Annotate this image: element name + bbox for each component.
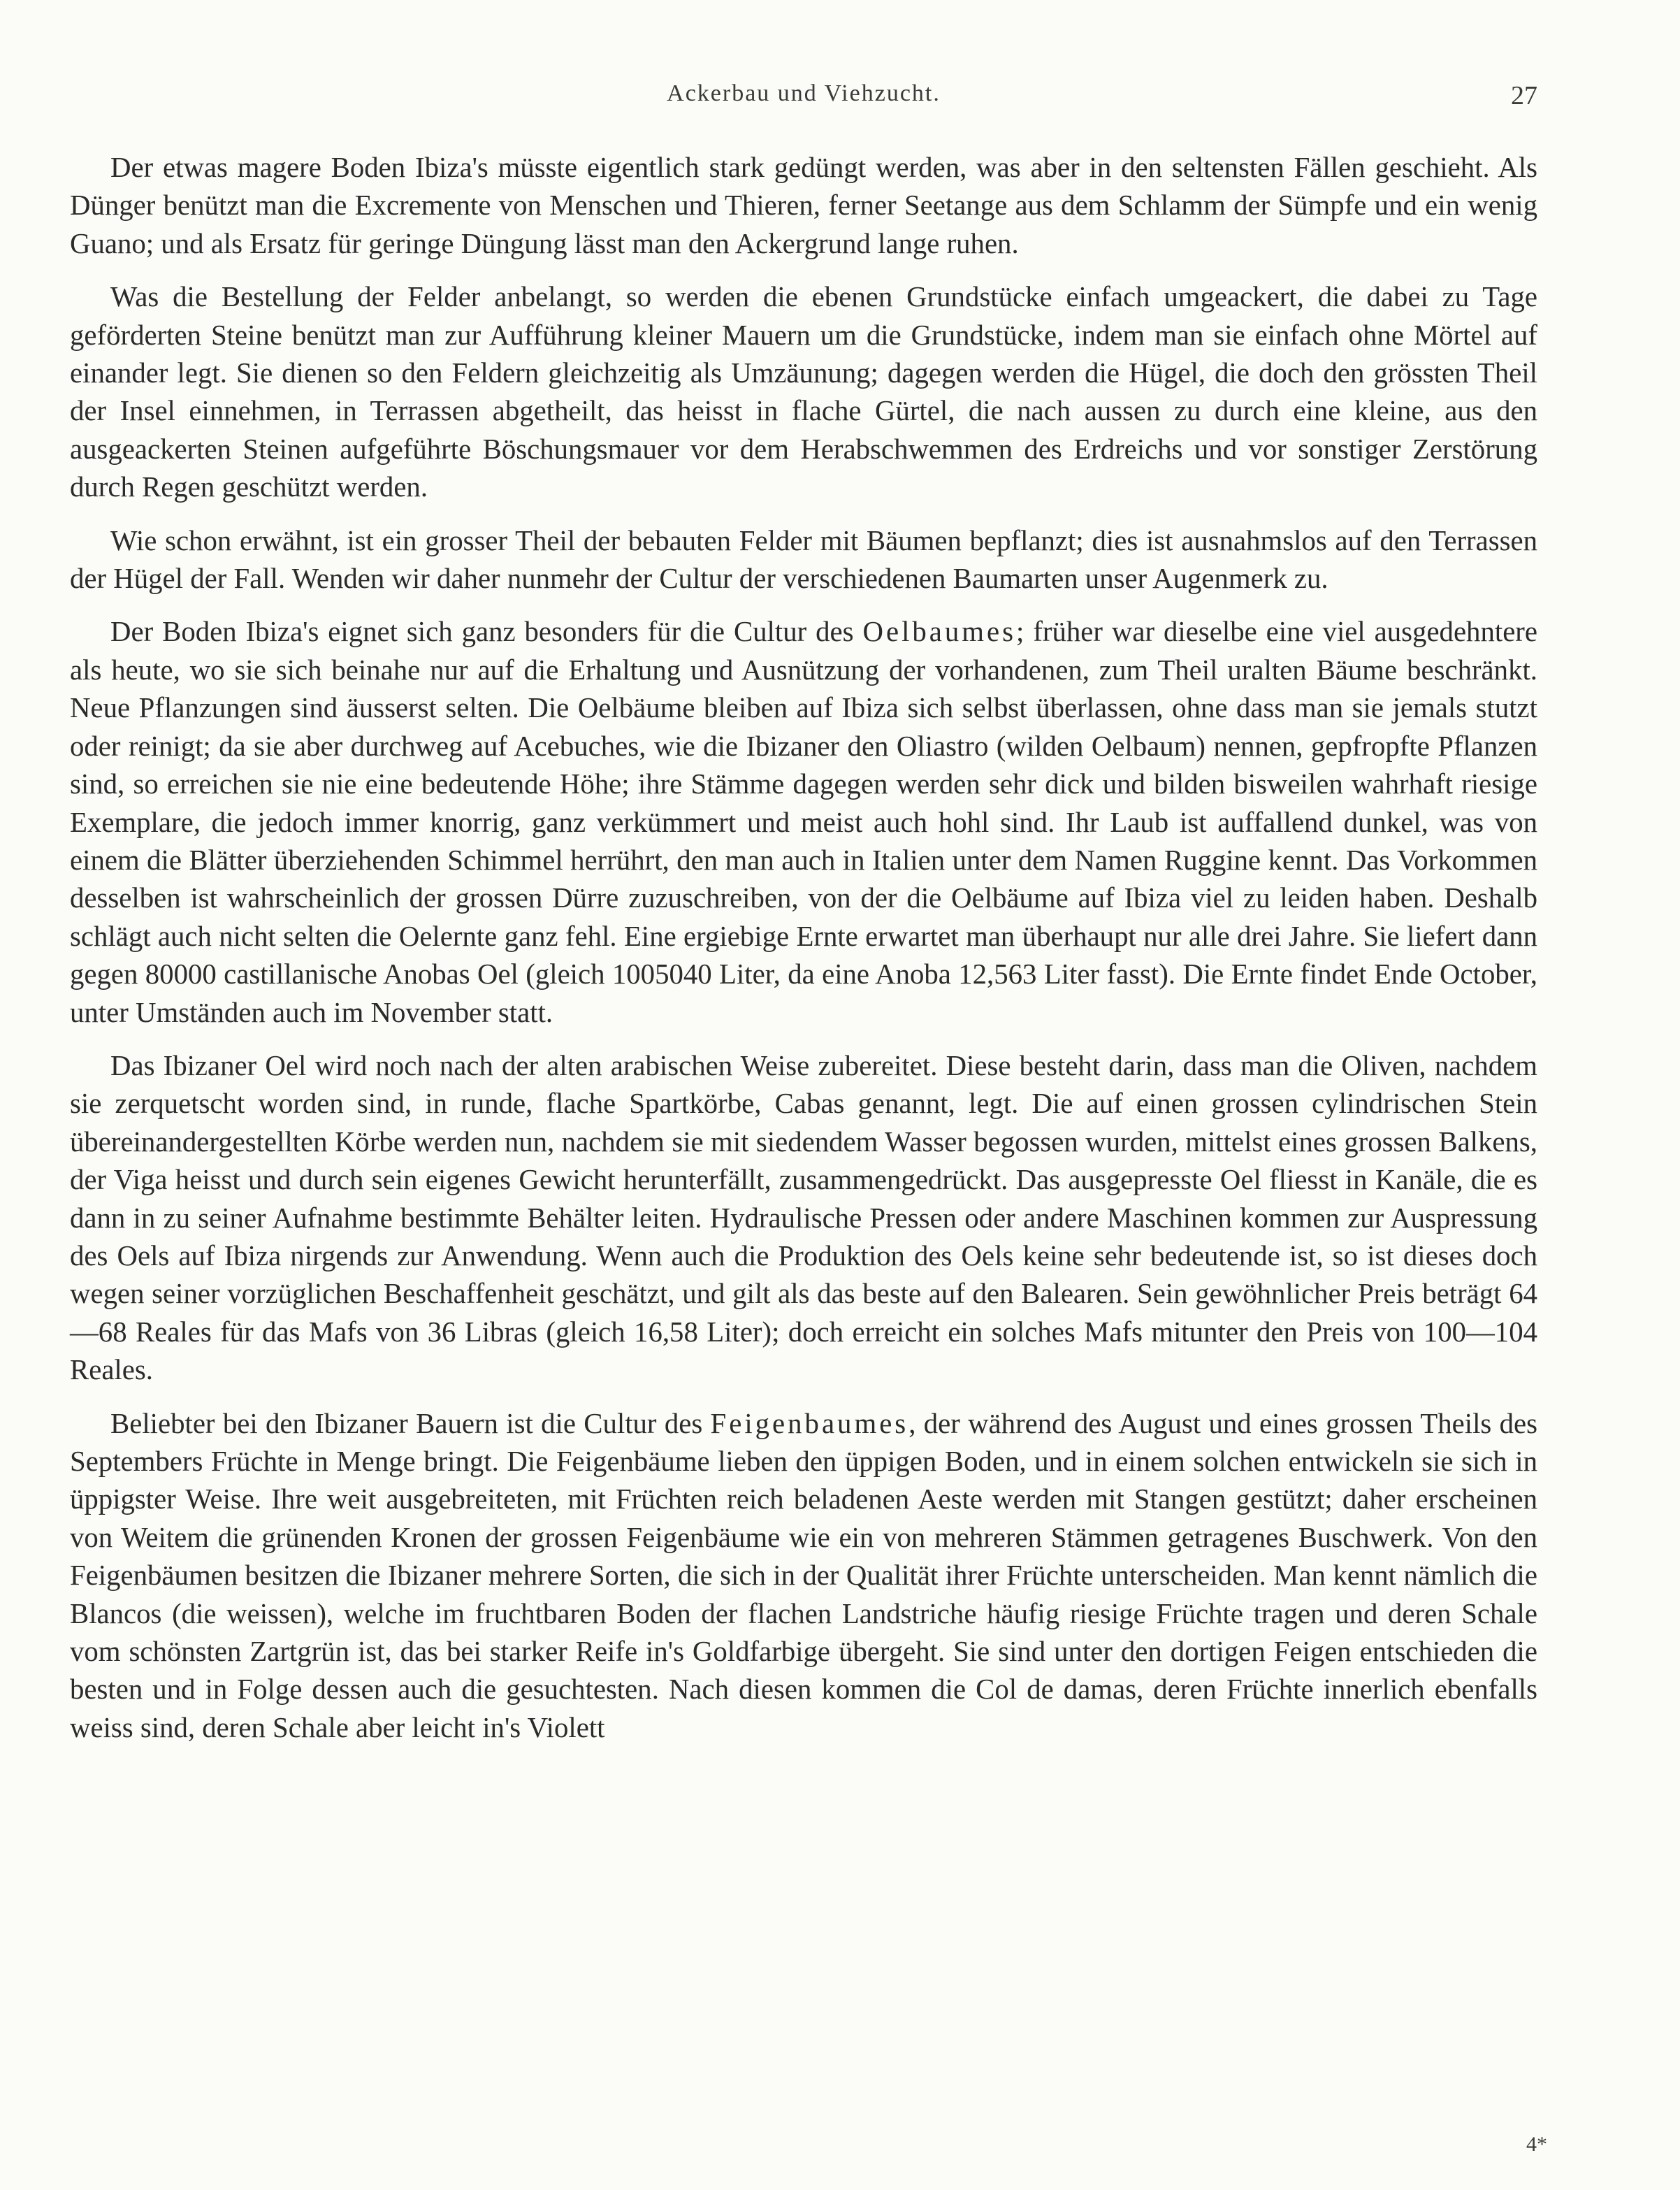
- paragraph-olive-tree-lead: Der Boden Ibiza's eignet sich ganz besonders für die Cultur des: [110, 616, 863, 648]
- running-head: [70, 80, 1537, 122]
- page-number: 27: [1511, 81, 1537, 110]
- book-page: [70, 80, 1537, 2170]
- paragraph-fig-tree-rest: , der während des August und eines grossen Theils des Septembers Früchte in Menge bringt. Die Feigenbäume lieben den üppigen Boden, und in einem solchen entwickeln sie sich in üppigster Weise. Ihre weit ausgebreiteten, mit Früchten reich beladenen Aeste werden mit Stangen gestützt; daher erscheinen von Weitem die grünenden Kronen der grossen Feigenbäume wie ein von mehreren Stämmen getragenes Buschwerk. Von den Feigenbäumen besitzen die Ibizaner mehrere Sorten, die sich in der Qualität ihrer Früchte unterscheiden. Man kennt nämlich die Blancos (die weissen), welche im fruchtbaren Boden der flachen Landstriche häufig riesige Früchte tragen und deren Schale vom schönsten Zartgrün ist, das bei starker Reife in's Goldfarbige übergeht. Sie sind unter den dortigen Feigen entschieden die besten und in Folge dessen auch die gesuchtesten. Nach diesen kommen die Col de damas, deren Früchte innerlich ebenfalls weiss sind, deren Schale aber leicht in's Violett: [70, 1407, 1537, 1743]
- running-title: Ackerbau und Viehzucht.: [667, 80, 941, 106]
- signature-mark: 4*: [1526, 2133, 1547, 2156]
- paragraph-olive-oil: Das Ibizaner Oel wird noch nach der alten arabischen Weise zubereitet. Diese besteht darin, dass man die Oliven, nachdem sie zerquetscht worden sind, in runde, flache Spartkörbe, Cabas genannt, legt. Die auf einen grossen cylindrischen Stein übereinandergestellten Körbe werden nun, nachdem sie mit siedendem Wasser begossen wurden, mittelst eines grossen Balkens, der Viga heisst und durch sein eigenes Gewicht herunterfällt, zusammengedrückt. Das ausgepresste Oel fliesst in Kanäle, die es dann in zu seiner Aufnahme bestimmte Behälter leiten. Hydraulische Pressen oder andere Maschinen kommen zur Auspressung des Oels auf Ibiza nirgends zur Anwendung. Wenn auch die Produktion des Oels keine sehr bedeutende ist, so ist dieses doch wegen seiner vorzüglichen Beschaffenheit geschätzt, und gilt als das beste auf den Balearen. Sein gewöhnlicher Preis beträgt 64—68 Reales für das Mafs von 36 Libras (gleich 16,58 Liter); doch erreicht ein solches Mafs mitunter den Preis von 100—104 Reales.: [70, 1049, 1537, 1386]
- paragraph-olive-tree: [70, 613, 1537, 1031]
- paragraph-fertilization: Der etwas magere Boden Ibiza's müsste eigentlich stark gedüngt werden, was aber in den seltensten Fällen geschieht. Als Dünger benützt man die Excremente von Menschen und Thieren, ferner Seetange aus dem Schlamm der Sümpfe und ein wenig Guano; und als Ersatz für geringe Düngung lässt man den Ackergrund lange ruhen.: [70, 152, 1537, 259]
- paragraph-fig-tree-lead: Beliebter bei den Ibizaner Bauern ist die Cultur des: [110, 1407, 711, 1439]
- term-oelbaumes: Oelbaumes: [862, 616, 1017, 648]
- paragraph-tree-culture-intro: Wie schon erwähnt, ist ein grosser Theil der bebauten Felder mit Bäumen bepflanzt; dies ist ausnahmslos auf den Terrassen der Hügel der Fall. Wenden wir daher nunmehr der Cultur der verschiedenen Baumarten unser Augenmerk zu.: [70, 524, 1537, 595]
- paragraph-field-cultivation: Was die Bestellung der Felder anbelangt, so werden die ebenen Grundstücke einfach umgeackert, die dabei zu Tage geförderten Steine benützt man zur Aufführung kleiner Mauern um die Grundstücke, indem man sie einfach ohne Mörtel auf einander legt. Sie dienen so den Feldern gleichzeitig als Umzäunung; dagegen werden die Hügel, die doch den grössten Theil der Insel einnehmen, in Terrassen abgetheilt, das heisst in flache Gürtel, die nach aussen zu durch eine kleine, aus den ausgeackerten Steinen aufgeführte Böschungsmauer vor dem Herabschwemmen des Erdreichs und vor sonstiger Zerstörung durch Regen geschützt werden.: [70, 281, 1537, 503]
- body-text: [70, 149, 1537, 1747]
- paragraph-fig-tree: [70, 1405, 1537, 1748]
- paragraph-olive-tree-rest: ; früher war dieselbe eine viel ausgedehntere als heute, wo sie sich beinahe nur auf die Erhaltung und Ausnützung der vorhandenen, zum Theil uralten Bäume beschränkt. Neue Pflanzungen sind äusserst selten. Die Oelbäume bleiben auf Ibiza sich selbst überlassen, ohne dass man sie jemals stutzt oder reinigt; da sie aber durchweg auf Acebuches, wie die Ibizaner den Oliastro (wilden Oelbaum) nennen, gepfropfte Pflanzen sind, so erreichen sie nie eine bedeutende Höhe; ihre Stämme dagegen werden sehr dick und bilden bisweilen wahrhaft riesige Exemplare, die jedoch immer knorrig, ganz verkümmert und meist auch hohl sind. Ihr Laub ist auffallend dunkel, was von einem die Blätter überziehenden Schimmel herrührt, den man auch in Italien unter dem Namen Ruggine kennt. Das Vorkommen desselben ist wahrscheinlich der grossen Dürre zuzuschreiben, von der die Oelbäume auf Ibiza viel zu leiden haben. Deshalb schlägt auch nicht selten die Oelernte ganz fehl. Eine ergiebige Ernte erwartet man überhaupt nur alle drei Jahre. Sie liefert dann gegen 80000 castillanische Anobas Oel (gleich 1005040 Liter, da eine Anoba 12,563 Liter fasst). Die Ernte findet Ende October, unter Umständen auch im November statt.: [70, 616, 1537, 1028]
- term-feigenbaumes: Feigenbaumes: [710, 1407, 909, 1439]
